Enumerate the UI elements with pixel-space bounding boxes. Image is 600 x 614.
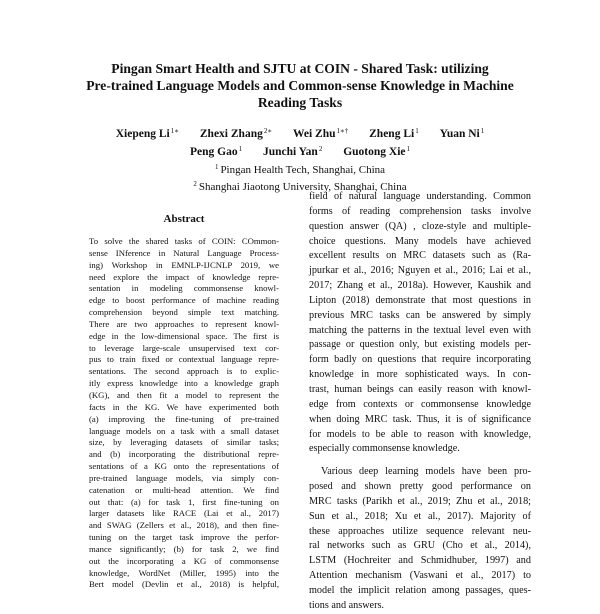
author: Zhexi Zhang$^{2∗}$: [199, 127, 273, 140]
text-line: sentations. The second approach is to explic-: [89, 366, 279, 377]
text-line: when doing MRC task. Thus, it is of significance: [309, 413, 531, 425]
text-line: jpurkar et al., 2016; Nguyen et al., 2016; Lai et al.,: [309, 265, 531, 277]
text-line: tions and answers.: [309, 599, 384, 611]
affiliation: $^1$ Pingan Health Tech, Shanghai, China: [214, 163, 386, 176]
text-line: model the implicit relation among passages, ques-: [309, 584, 531, 596]
text-line: edge to boost performance of machine reading: [89, 295, 279, 306]
text-line: form badly on questions that require incorporating: [309, 354, 531, 366]
text-line: itly express knowledge into a knowledge graph: [89, 378, 279, 389]
author: Junchi Yan$^2$: [262, 145, 323, 158]
text-line: 2017; Zhang et al., 2018a). However, Kaushik and: [309, 280, 531, 292]
text-line: catenation or multi-head attention. We find: [89, 484, 279, 495]
author: Peng Gao$^1$: [189, 145, 243, 158]
text-line: Sun et al., 2018; Xu et al., 2017). Majority of: [309, 510, 531, 522]
text-line: out that: (a) for task 1, first fine-tuning on: [89, 496, 279, 507]
text-line: matching the patterns in the textual level even with: [309, 324, 531, 336]
paper-title: [60, 60, 540, 111]
text-line: especially commonsense knowledge.: [309, 443, 460, 455]
text-line: There are two approaches to represent knowl-: [89, 318, 279, 329]
text-line: Bert model (Devlin et al., 2018) is helpful,: [89, 579, 279, 590]
text-line: comprehension beyond simple text matching.: [89, 307, 279, 318]
title-line-2: Pre-trained Language Models and Common-sense Knowledge in Machine: [86, 78, 514, 93]
text-line: and (b) incorporating the distributional repre-: [89, 449, 279, 460]
text-line: knowledge in more sophisticated ways. In con-: [309, 369, 531, 381]
body-paragraph-1: [309, 190, 531, 457]
text-line: sentation in modeling commonsense knowl-: [89, 283, 279, 294]
text-line: posed and shown pretty good performance on: [309, 481, 531, 493]
author: Wei Zhu$^{1∗\dagger}$: [292, 127, 349, 140]
text-line: question answer (QA) , cloze-style and multiple-: [309, 220, 531, 232]
text-line: mance significantly; (b) for task 2, we find: [89, 543, 279, 554]
text-line: sense INference in Natural Language Process-: [89, 247, 279, 258]
text-line: Attention mechanism (Vaswani et al., 2017) to: [309, 570, 531, 582]
text-line: excellent results on MRC datasets such as (Ra-: [309, 250, 531, 262]
text-line: (a) improving the fine-tuning of pre-trained: [89, 413, 279, 424]
text-line: trast, human beings can easily reason with knowl-: [309, 383, 531, 395]
author-row-1: [60, 124, 540, 142]
text-line: ral networks such as GRU (Cho et al., 2014),: [309, 540, 531, 552]
text-line: ing) Workshop in EMNLP-IJCNLP 2019, we: [89, 259, 279, 270]
author: Xiepeng $Li^{1∗}$: [115, 127, 180, 140]
author: Guotong Xie$^1$: [343, 145, 411, 158]
text-line: choice questions. Many models have achieved: [309, 235, 531, 247]
title-line-3: Reading Tasks: [257, 95, 343, 110]
text-line: LSTM (Hochreiter and Schmidhuber, 1997) and: [309, 555, 531, 567]
text-line: language models on a task with a small dataset: [89, 425, 279, 436]
text-line: To solve the shared tasks of COIN: COmmon-: [89, 236, 279, 246]
text-line: (KG), and then fit a model to represent the: [89, 389, 279, 400]
text-line: pre-trained language models, via simply con-: [89, 472, 279, 483]
author: Zheng Li$^1$: [369, 127, 419, 140]
text-line: field of natural language understanding. Common: [309, 191, 531, 202]
text-line: MRC tasks (Parikh et al., 2019; Zhu et al., 2018;: [309, 495, 531, 507]
body-column: [309, 190, 531, 614]
text-line: tuning on the target task improve the perfor-: [89, 532, 279, 543]
text-line: for models to be able to reason with knowledge,: [309, 428, 531, 440]
text-line: these approaches utilize sequence relevant neu-: [309, 525, 531, 537]
abstract-text: [89, 236, 279, 591]
author-block: [60, 124, 540, 194]
text-line: Lipton (2018) demonstrate that most questions in: [309, 294, 531, 306]
text-line: edge from contexts or commonsense knowledge: [309, 398, 531, 410]
text-line: and SWAG (Zellers et al., 2018), and then fine-: [89, 520, 279, 531]
abstract-section: [89, 213, 279, 591]
text-line: passage or question only, but existing models per-: [309, 339, 531, 351]
author: Yuan Ni$^1$: [439, 127, 485, 140]
text-line: need explore the impact of knowledge repre-: [89, 271, 279, 282]
text-line: forms of reading comprehension tasks involve: [309, 205, 531, 217]
affiliation: $^2$ Shanghai Jiaotong University, Shanghai, China: [193, 180, 407, 193]
text-line: previous MRC tasks can be answered by simply: [309, 309, 531, 321]
title-line-1: Pingan Smart Health and SJTU at COIN - Shared Task: utilizing: [111, 61, 489, 76]
text-line: knowledge, WordNet (Miller, 1995) into the: [89, 567, 279, 578]
author-row-2: [60, 142, 540, 160]
text-line: out the incorporating a KG of commonsense: [89, 555, 279, 566]
text-line: to leverage large-scale unsupervised text cor-: [89, 342, 279, 353]
text-line: size, by leveraging datasets of similar tasks;: [89, 437, 279, 448]
abstract-heading: Abstract: [163, 213, 205, 225]
text-line: larger datasets like RACE (Lai et al., 2017): [89, 508, 279, 519]
text-line: Various deep learning models have been pro-: [321, 466, 531, 478]
text-line: pus to train fixed or contextual language repre-: [89, 354, 279, 365]
text-line: sentations of a KG onto the representations of: [89, 461, 279, 472]
text-line: edge in the low-dimensional space. The first is: [89, 330, 279, 341]
text-line: facts in the KG. We have experimented both: [89, 401, 279, 412]
body-paragraph-2: [309, 465, 531, 613]
